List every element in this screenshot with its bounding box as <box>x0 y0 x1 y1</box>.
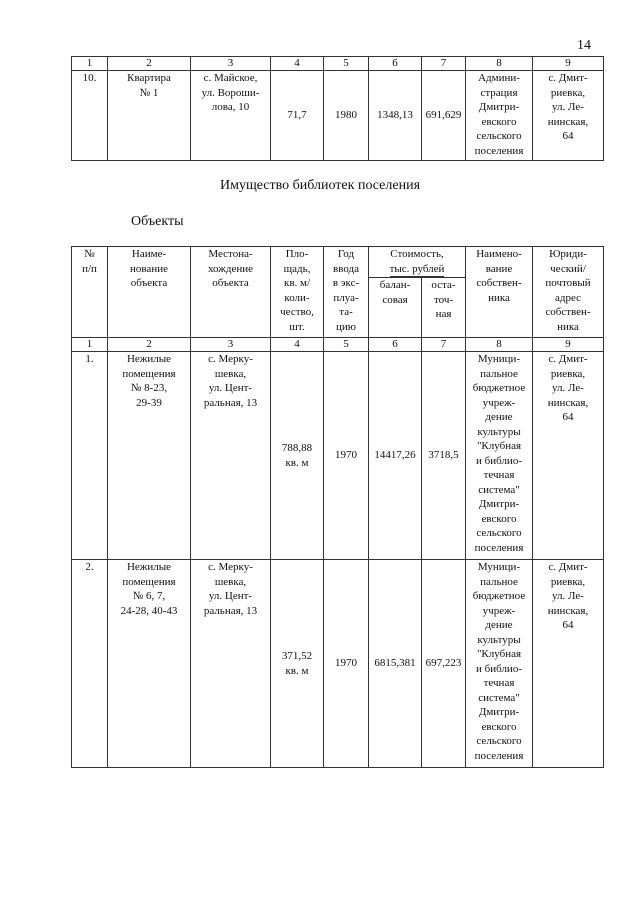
header-year: Год ввода в экс- плуа- та- цию <box>324 247 369 338</box>
balance-cost: 1348,13 <box>369 71 422 161</box>
balance-cost: 14417,26 <box>369 352 422 560</box>
object-area: 788,88 кв. м <box>271 352 324 560</box>
object-location: с. Мерку- шевка, ул. Цент- ральная, 13 <box>191 560 271 768</box>
column-index: 3 <box>191 57 271 71</box>
column-index-row <box>72 57 604 71</box>
header-balance: балан- совая <box>369 278 422 338</box>
column-index: 2 <box>108 57 191 71</box>
column-index: 9 <box>533 57 604 71</box>
header-cost-group-label: Стоимость, тыс. рублей <box>390 247 445 277</box>
owner-name: Муници- пальное бюджетное учреж- дение культуры "Клубная и библио- течная система" Дмитри- евского сельского поселения <box>466 352 533 560</box>
row-number: 2. <box>72 560 108 768</box>
table-row <box>72 352 604 560</box>
column-index: 4 <box>271 57 324 71</box>
residual-cost: 3718,5 <box>422 352 466 560</box>
table-row <box>72 560 604 768</box>
row-number: 10. <box>72 71 108 161</box>
owner-address: с. Дмит- риевка, ул. Ле- нинская, 64 <box>533 352 604 560</box>
library-property-table <box>71 246 604 768</box>
residual-cost: 697,223 <box>422 560 466 768</box>
object-name: Квартира № 1 <box>108 71 191 161</box>
column-index: 7 <box>422 338 466 352</box>
object-area: 371,52 кв. м <box>271 560 324 768</box>
object-location: с. Майское, ул. Вороши- лова, 10 <box>191 71 271 161</box>
residual-cost: 691,629 <box>422 71 466 161</box>
commission-year: 1980 <box>324 71 369 161</box>
page-number: 14 <box>577 38 591 53</box>
header-residual: оста- точ- ная <box>422 278 466 338</box>
row-number: 1. <box>72 352 108 560</box>
owner-address: с. Дмит- риевка, ул. Ле- нинская, 64 <box>533 71 604 161</box>
column-index: 3 <box>191 338 271 352</box>
object-name: Нежилые помещения № 8-23, 29-39 <box>108 352 191 560</box>
header-number: № п/п <box>72 247 108 338</box>
header-location: Местона- хождение объекта <box>191 247 271 338</box>
column-index: 6 <box>369 57 422 71</box>
column-index: 5 <box>324 57 369 71</box>
column-index: 5 <box>324 338 369 352</box>
owner-address: с. Дмит- риевка, ул. Ле- нинская, 64 <box>533 560 604 768</box>
header-owner: Наимено- вание собствен- ника <box>466 247 533 338</box>
table-row <box>72 71 604 161</box>
column-index: 8 <box>466 57 533 71</box>
section-subheading: Объекты <box>131 214 184 229</box>
balance-cost: 6815,381 <box>369 560 422 768</box>
owner-name: Муници- пальное бюджетное учреж- дение культуры "Клубная и библио- течная система" Дмитри- евского сельского поселения <box>466 560 533 768</box>
header-address: Юриди- ческий/ почтовый адрес собствен- ника <box>533 247 604 338</box>
column-index-row <box>72 338 604 352</box>
header-name: Наиме- нование объекта <box>108 247 191 338</box>
column-index: 4 <box>271 338 324 352</box>
owner-name: Админи- страция Дмитри- евского сельского поселения <box>466 71 533 161</box>
section-heading: Имущество библиотек поселения <box>219 178 421 193</box>
object-name: Нежилые помещения № 6, 7, 24-28, 40-43 <box>108 560 191 768</box>
column-index: 7 <box>422 57 466 71</box>
header-row <box>72 247 604 278</box>
header-area: Пло- щадь, кв. м/ коли- чество, шт. <box>271 247 324 338</box>
property-table-continued <box>71 56 604 161</box>
column-index: 9 <box>533 338 604 352</box>
object-location: с. Мерку- шевка, ул. Цент- ральная, 13 <box>191 352 271 560</box>
column-index: 1 <box>72 338 108 352</box>
column-index: 6 <box>369 338 422 352</box>
column-index: 8 <box>466 338 533 352</box>
column-index: 2 <box>108 338 191 352</box>
object-area: 71,7 <box>271 71 324 161</box>
commission-year: 1970 <box>324 352 369 560</box>
column-index: 1 <box>72 57 108 71</box>
commission-year: 1970 <box>324 560 369 768</box>
header-cost-group <box>369 247 466 278</box>
